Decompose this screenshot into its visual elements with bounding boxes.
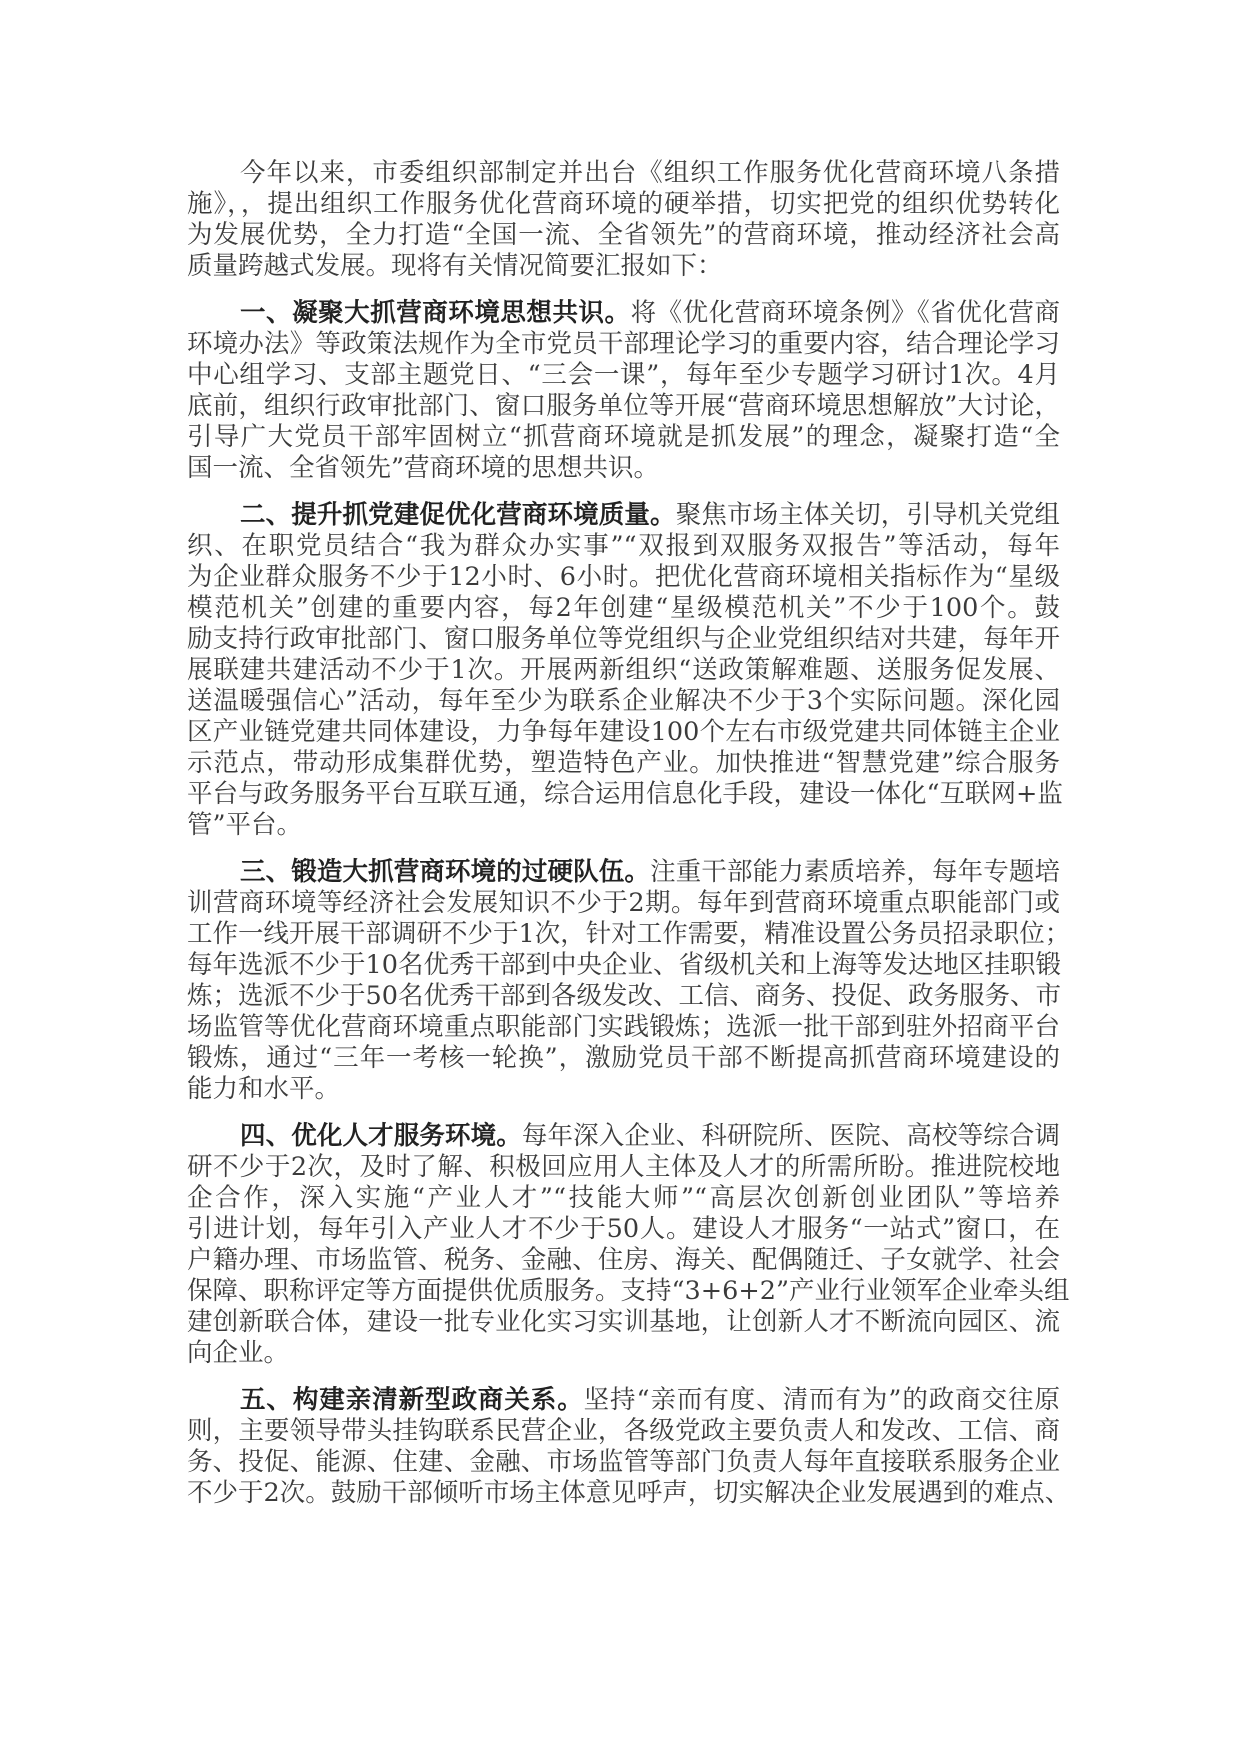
text-line — [187, 624, 1060, 655]
line-text: 今年以来，市委组织部制定并出台《组织工作服务优化营商环境八条措 — [240, 158, 1060, 188]
text-line — [187, 391, 1060, 422]
text-line — [187, 1012, 1060, 1043]
line-text: 环境办法》等政策法规作为全市党员干部理论学习的重要内容，结合理论学习 — [187, 329, 1060, 359]
text-line — [187, 1074, 1060, 1105]
line-text: 能力和水平。 — [187, 1074, 341, 1104]
line-text: 训营商环境等经济社会发展知识不少于2期。每年到营商环境重点职能部门或 — [187, 888, 1060, 918]
line-text: 保障、职称评定等方面提供优质服务。支持“3+6+2”产业行业领军企业牵头组 — [187, 1276, 1070, 1306]
line-text: 质量跨越式发展。现将有关情况简要汇报如下： — [187, 251, 723, 281]
line-text: 企合作，深入实施“产业人才”“技能大师”“高层次创新创业团队”等培养 — [187, 1183, 1060, 1213]
text-line — [187, 888, 1060, 919]
text-line — [187, 1307, 1060, 1338]
section-paragraph — [187, 500, 1063, 841]
text-line — [187, 1043, 1060, 1074]
line-text: 引导广大党员干部牢固树立“抓营商环境就是抓发展”的理念，凝聚打造“全 — [187, 422, 1060, 452]
line-text: 锻炼，通过“三年一考核一轮换”，激励党员干部不断提高抓营商环境建设的 — [187, 1043, 1060, 1073]
line-text: 示范点，带动形成集群优势，塑造特色产业。加快推进“智慧党建”综合服务 — [187, 748, 1060, 778]
text-line — [187, 686, 1060, 717]
line-text: 坚持“亲而有度、清而有为”的政商交往原 — [583, 1385, 1060, 1415]
text-line — [187, 748, 1060, 779]
text-line — [187, 500, 1060, 531]
text-line — [187, 1338, 1060, 1369]
text-line — [187, 422, 1060, 453]
text-line — [187, 329, 1060, 360]
text-line — [187, 1152, 1060, 1183]
text-line — [187, 251, 1060, 282]
line-text: 向企业。 — [187, 1338, 290, 1368]
line-text: 国一流、全省领先”营商环境的思想共识。 — [187, 453, 660, 483]
line-text: 每年深入企业、科研院所、医院、高校等综合调 — [521, 1121, 1060, 1151]
text-line — [187, 981, 1060, 1012]
section-paragraph — [187, 1385, 1071, 1509]
line-text: 为发展优势，全力打造“全国一流、全省领先”的营商环境，推动经济社会高 — [187, 220, 1060, 250]
text-line — [187, 1478, 1071, 1509]
text-line — [187, 1447, 1060, 1478]
line-text: 注重干部能力素质培养，每年专题培 — [650, 857, 1060, 887]
line-text: 则，主要领导带头挂钩联系民营企业，各级党政主要负责人和发改、工信、商 — [187, 1416, 1060, 1446]
line-text: 务、投促、能源、住建、金融、市场监管等部门负责人每年直接联系服务企业 — [187, 1447, 1060, 1477]
text-line — [187, 655, 1060, 686]
line-text: 展联建共建活动不少于1次。开展两新组织“送政策解难题、送服务促发展、 — [187, 655, 1060, 685]
section-heading: 四、优化人才服务环境。 — [240, 1121, 522, 1151]
line-text: 励支持行政审批部门、窗口服务单位等党组织与企业党组织结对共建，每年开 — [187, 624, 1060, 654]
line-text: 聚焦市场主体关切，引导机关党组 — [675, 500, 1060, 530]
line-text: 为企业群众服务不少于12小时、6小时。把优化营商环境相关指标作为“星级 — [187, 562, 1060, 592]
text-line — [187, 531, 1060, 562]
text-line — [187, 1121, 1060, 1152]
line-text: 模范机关”创建的重要内容，每2年创建“星级模范机关”不少于100个。鼓 — [187, 593, 1060, 623]
text-line — [187, 158, 1060, 189]
line-text: 每年选派不少于10名优秀干部到中央企业、省级机关和上海等发达地区挂职锻 — [187, 950, 1061, 980]
text-line — [187, 1276, 1070, 1307]
text-line — [187, 562, 1060, 593]
line-text: 工作一线开展干部调研不少于1次，针对工作需要，精准设置公务员招录职位； — [187, 919, 1071, 949]
text-line — [187, 453, 1060, 484]
text-line — [187, 220, 1060, 251]
text-line — [187, 717, 1060, 748]
line-text: 施》，，提出组织工作服务优化营商环境的硬举措，切实把党的组织优势转化 — [187, 189, 1060, 219]
line-text: 平台与政务服务平台互联互通，综合运用信息化手段，建设一体化“互联网+监 — [187, 779, 1063, 809]
line-text: 不少于2次。鼓励干部倾听市场主体意见呼声，切实解决企业发展遇到的难点、 — [187, 1478, 1071, 1508]
document-body — [187, 158, 1071, 1525]
line-text: 织、在职党员结合“我为群众办实事”“双报到双服务双报告”等活动，每年 — [187, 531, 1060, 561]
section-heading: 三、锻造大抓营商环境的过硬队伍。 — [240, 857, 651, 887]
text-line — [187, 593, 1060, 624]
line-text: 将《优化营商环境条例》《省优化营商 — [630, 298, 1060, 328]
line-text: 建创新联合体，建设一批专业化实习实训基地，让创新人才不断流向园区、流 — [187, 1307, 1060, 1337]
text-line — [187, 1183, 1060, 1214]
text-line — [187, 1385, 1060, 1416]
section-heading: 一、凝聚大抓营商环境思想共识。 — [240, 298, 631, 328]
section-paragraph — [187, 1121, 1070, 1369]
text-line — [187, 779, 1063, 810]
section-paragraph — [187, 298, 1060, 484]
text-line — [187, 189, 1060, 220]
text-line — [187, 298, 1060, 329]
text-line — [187, 1214, 1060, 1245]
line-text: 研不少于2次，及时了解、积极回应用人主体及人才的所需所盼。推进院校地 — [187, 1152, 1060, 1182]
intro-paragraph — [187, 158, 1060, 282]
section-paragraph — [187, 857, 1071, 1105]
text-line — [187, 360, 1060, 391]
section-heading: 五、构建亲清新型政商关系。 — [240, 1385, 584, 1415]
line-text: 底前，组织行政审批部门、窗口服务单位等开展“营商环境思想解放”大讨论， — [187, 391, 1060, 421]
text-line — [187, 1416, 1060, 1447]
line-text: 炼；选派不少于50名优秀干部到各级发改、工信、商务、投促、政务服务、市 — [187, 981, 1061, 1011]
text-line — [187, 857, 1060, 888]
text-line — [187, 1245, 1060, 1276]
line-text: 户籍办理、市场监管、税务、金融、住房、海关、配偶随迁、子女就学、社会 — [187, 1245, 1060, 1275]
line-text: 送温暖强信心”活动，每年至少为联系企业解决不少于3个实际问题。深化园 — [187, 686, 1060, 716]
line-text: 引进计划，每年引入产业人才不少于50人。建设人才服务“一站式”窗口，在 — [187, 1214, 1060, 1244]
text-line — [187, 810, 1060, 841]
line-text: 区产业链党建共同体建设，力争每年建设100个左右市级党建共同体链主企业 — [187, 717, 1060, 747]
line-text: 场监管等优化营商环境重点职能部门实践锻炼；选派一批干部到驻外招商平台 — [187, 1012, 1060, 1042]
section-heading: 二、提升抓党建促优化营商环境质量。 — [240, 500, 676, 530]
text-line — [187, 950, 1060, 981]
line-text: 中心组学习、支部主题党日、“三会一课”，每年至少专题学习研讨1次。4月 — [187, 360, 1060, 390]
text-line — [187, 919, 1071, 950]
line-text: 管”平台。 — [187, 810, 303, 840]
